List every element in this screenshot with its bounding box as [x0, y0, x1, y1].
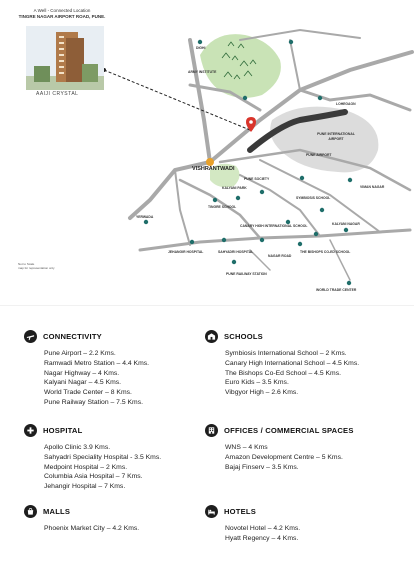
label-dighi: DIGHI: [196, 46, 206, 50]
section-title: SCHOOLS: [224, 332, 263, 341]
section-title: HOSPITAL: [43, 426, 83, 435]
brand-logo: AAIJI CRYSTAL: [36, 91, 79, 97]
junction-dot: [206, 158, 214, 166]
section-header: [24, 505, 139, 518]
legend-note-line-2: map for representation only: [18, 266, 55, 270]
item-list: [225, 524, 300, 544]
section-hospital: [24, 424, 161, 492]
label-symbiosis-school: SYMBIOSIS SCHOOL: [296, 196, 331, 200]
tagline: A Well - Connected Location: [33, 8, 91, 13]
list-item: Apollo Clinic 3.9 Kms.: [44, 444, 111, 451]
label-canary-high: CANARY HIGH INTERNATIONAL SCHOOL: [240, 224, 308, 228]
list-item: Euro Kids – 3.5 Kms.: [225, 379, 289, 387]
section-header: [205, 330, 359, 343]
label-kalyani-nagar: KALYANI NAGAR: [332, 222, 360, 226]
list-item: Amazon Development Centre – 5 Kms.: [225, 453, 343, 461]
list-item: Canary High International School – 4.5 Kms.: [225, 359, 360, 367]
label-tingre-school: TINGRE SCHOOL: [208, 205, 237, 209]
list-item: Symbiosis International School – 2 Kms.: [225, 350, 347, 357]
section-title: OFFICES / COMMERCIAL SPACES: [224, 426, 354, 435]
section-malls: [24, 505, 139, 534]
label-bishops-school: THE BISHOPS CO-ED SCHOOL: [300, 250, 351, 254]
label-pune-international-airport: PUNE INTERNATIONAL AIRPORT: [317, 132, 355, 141]
label-army-institute: ARMY INSTITUTE: [188, 70, 217, 74]
section-header: [24, 424, 161, 437]
item-list: [44, 524, 139, 534]
list-item: Pune Railway Station – 7.5 Kms.: [44, 398, 143, 406]
list-item: Nagar Highway – 4 Kms.: [44, 369, 120, 377]
label-pune-society: PUNE SOCIETY: [244, 177, 270, 181]
section-hotels: [205, 505, 300, 544]
list-item: Jehangir Hospital – 7 Kms.: [44, 483, 126, 491]
mall-icon: [24, 505, 37, 518]
school-icon: [205, 330, 218, 343]
list-item: Hyatt Regency – 4 Kms.: [225, 534, 299, 542]
label-yerwada: YERWADA: [136, 215, 154, 219]
section-connectivity: [24, 330, 149, 408]
section-header: [205, 505, 300, 518]
list-item: The Bishops Co-Ed School – 4.5 Kms.: [225, 369, 341, 377]
label-nagar-road: NAGAR ROAD: [268, 254, 292, 258]
label-pune-airport: PUNE AIRPORT: [306, 153, 332, 157]
list-item: Phoenix Market City – 4.2 Kms.: [44, 525, 140, 532]
hotel-icon: [205, 505, 218, 518]
section-schools: [205, 330, 359, 398]
item-list: [44, 443, 161, 492]
item-list: [225, 443, 354, 472]
list-item: Medpoint Hospital – 2 Kms.: [44, 463, 128, 471]
legend-note-line-1: Not to Scale: [18, 262, 35, 266]
section-title: MALLS: [43, 507, 71, 516]
label-world-trade-center: WORLD TRADE CENTER: [316, 288, 357, 292]
section-offices: [205, 424, 354, 472]
label-kalyani-park: KALYANI PARK: [222, 186, 247, 190]
office-icon: [205, 424, 218, 437]
label-jehangir-hospital: JEHANGIR HOSPITAL: [168, 250, 204, 254]
legend-note: [18, 262, 55, 270]
airplane-icon: [24, 330, 37, 343]
label-pune-railway-station: PUNE RAILWAY STATION: [226, 272, 267, 276]
list-item: World Trade Center – 8 Kms.: [44, 389, 132, 397]
item-list: [225, 349, 359, 398]
hospital-icon: [24, 424, 37, 437]
list-item: Sahyadri Speciality Hospital - 3.5 Kms.: [44, 453, 162, 461]
section-divider: [0, 305, 414, 306]
label-viman-nagar: VIMAN NAGAR: [360, 185, 385, 189]
label-lohegaon: LOHEGAON: [336, 102, 356, 106]
item-list: [44, 349, 149, 408]
list-item: Bajaj Finserv – 3.5 Kms.: [225, 463, 299, 471]
label-sahyadri-hospital: SAHYADRI HOSPITAL: [218, 250, 254, 254]
map-header: [12, 8, 112, 20]
list-item: Novotel Hotel – 4.2 Kms.: [225, 525, 301, 532]
list-item: Kalyani Nagar – 4.5 Kms.: [44, 379, 122, 387]
list-item: Columbia Asia Hospital – 7 Kms.: [44, 473, 143, 481]
section-title: HOTELS: [224, 507, 256, 516]
section-header: [205, 424, 354, 437]
address: TINGRE NAGAR AIRPORT ROAD, PUNE.: [18, 14, 106, 19]
building-illustration: [26, 26, 104, 90]
section-title: CONNECTIVITY: [43, 332, 102, 341]
list-item: Vibgyor High – 2.6 Kms.: [225, 389, 299, 397]
label-vishrantwadi: VISHRANTWADI: [192, 166, 235, 172]
list-item: Pune Airport – 2.2 Kms.: [44, 350, 116, 357]
section-header: [24, 330, 149, 343]
list-item: WNS – 4 Kms: [225, 444, 268, 451]
list-item: Ramwadi Metro Station – 4.4 Kms.: [44, 359, 150, 367]
